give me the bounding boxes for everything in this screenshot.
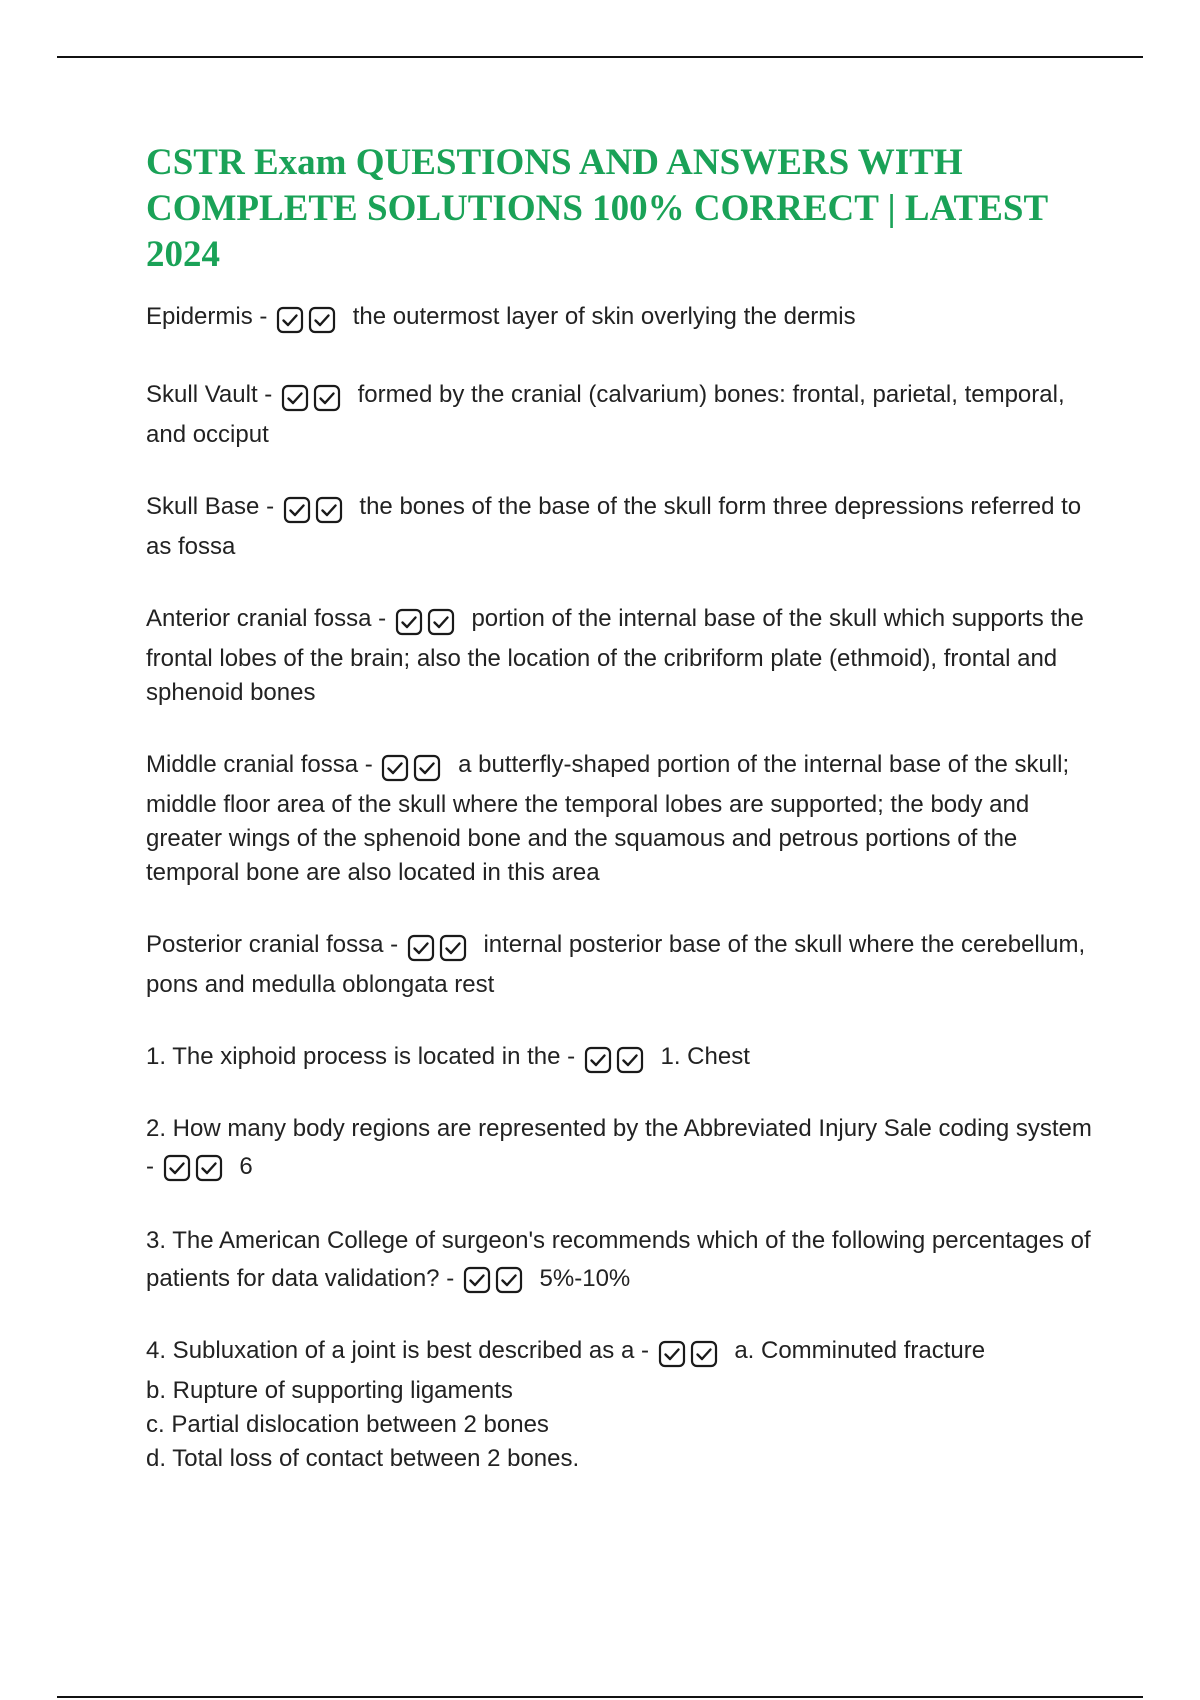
checked-box-icon (163, 1154, 191, 1182)
check-icons (407, 934, 471, 968)
qa-list (146, 300, 1096, 1476)
entry-separator: - (446, 1265, 455, 1292)
qa-entry-skull-vault (146, 378, 1096, 452)
qa-entry-epidermis (146, 300, 1096, 340)
entry-term: Skull Base (146, 493, 260, 520)
entry-definition: 6 (239, 1153, 253, 1180)
checked-box-icon (195, 1154, 223, 1182)
entry-definition: portion of the internal base of the skull which supports the frontal lobes of the brain; also the location of the cribriform plate (ethmoid), frontal and sphenoid bones (146, 605, 1084, 706)
check-icons (283, 496, 347, 530)
qa-entry-anterior-cranial-fossa (146, 602, 1096, 710)
checked-box-icon (690, 1340, 718, 1368)
checked-box-icon (276, 306, 304, 334)
checked-box-icon (395, 608, 423, 636)
entry-term: Middle cranial fossa (146, 751, 359, 778)
check-icons (276, 306, 340, 340)
entry-separator: - (266, 493, 275, 520)
qa-entry-question-2 (146, 1110, 1096, 1192)
footer-rule (57, 1696, 1143, 1698)
checked-box-icon (439, 934, 467, 962)
checked-box-icon (658, 1340, 686, 1368)
check-icons (381, 754, 445, 788)
check-icons (281, 384, 345, 418)
entry-term: 4. Subluxation of a joint is best described as a (146, 1337, 635, 1364)
entry-term: 1. The xiphoid process is located in the (146, 1043, 561, 1070)
qa-entry-middle-cranial-fossa (146, 748, 1096, 890)
checked-box-icon (463, 1266, 491, 1294)
qa-entry-question-1 (146, 1040, 1096, 1080)
document-title: CSTR Exam QUESTIONS AND ANSWERS WITH COMPLETE SOLUTIONS 100% CORRECT | LATEST 2024 (146, 142, 1048, 275)
entry-definition: a butterfly-shaped portion of the internal base of the skull; middle floor area of the skull where the temporal lobes are supported; the body and greater wings of the sphenoid bone and the squamous and petrous portions of the temporal bone are also located in this area (146, 751, 1070, 886)
qa-entry-question-4 (146, 1334, 1096, 1476)
checked-box-icon (283, 496, 311, 524)
entry-term: Skull Vault (146, 381, 258, 408)
entry-term: Posterior cranial fossa (146, 931, 384, 958)
entry-definition: formed by the cranial (calvarium) bones: frontal, parietal, temporal, and occiput (146, 381, 1065, 448)
question-line (146, 1334, 1096, 1374)
entry-definition: the bones of the base of the skull form three depressions referred to as fossa (146, 493, 1082, 560)
answer-option: b. Rupture of supporting ligaments (146, 1377, 513, 1404)
entry-separator: - (378, 605, 387, 632)
check-icons (584, 1046, 648, 1080)
checked-box-icon (427, 608, 455, 636)
answer-option: d. Total loss of contact between 2 bones. (146, 1445, 580, 1472)
checked-box-icon (381, 754, 409, 782)
entry-separator: - (567, 1043, 576, 1070)
qa-entry-posterior-cranial-fossa (146, 928, 1096, 1002)
entry-separator: - (259, 303, 268, 330)
check-icons (463, 1266, 527, 1304)
checked-box-icon (308, 306, 336, 334)
answer-option: c. Partial dislocation between 2 bones (146, 1411, 549, 1438)
entry-definition: internal posterior base of the skull where the cerebellum, pons and medulla oblongata rest (146, 931, 1086, 998)
entry-separator: - (264, 381, 273, 408)
qa-entry-question-3 (146, 1222, 1096, 1304)
checked-box-icon (281, 384, 309, 412)
checked-box-icon (407, 934, 435, 962)
entry-definition: the outermost layer of skin overlying the dermis (352, 303, 856, 330)
qa-entry-skull-base (146, 490, 1096, 564)
entry-definition: a. Comminuted fracture (734, 1337, 986, 1364)
entry-term: Epidermis (146, 303, 253, 330)
entry-separator: - (640, 1337, 649, 1364)
checked-box-icon (315, 496, 343, 524)
entry-definition: 5%-10% (539, 1265, 631, 1292)
header-rule (57, 56, 1143, 58)
entry-separator: - (146, 1153, 154, 1180)
entry-term: Anterior cranial fossa (146, 605, 372, 632)
checked-box-icon (313, 384, 341, 412)
checked-box-icon (584, 1046, 612, 1074)
check-icons (163, 1154, 227, 1192)
entry-term: 3. The American College of surgeon's recommends which of the following percentages of patients for data validation? (146, 1227, 1091, 1292)
checked-box-icon (495, 1266, 523, 1294)
checked-box-icon (616, 1046, 644, 1074)
checked-box-icon (413, 754, 441, 782)
entry-definition: 1. Chest (660, 1043, 750, 1070)
entry-separator: - (364, 751, 373, 778)
entry-separator: - (390, 931, 399, 958)
check-icons (658, 1340, 722, 1374)
entry-term: 2. How many body regions are represented by the Abbreviated Injury Sale coding system (146, 1115, 1092, 1142)
check-icons (395, 608, 459, 642)
